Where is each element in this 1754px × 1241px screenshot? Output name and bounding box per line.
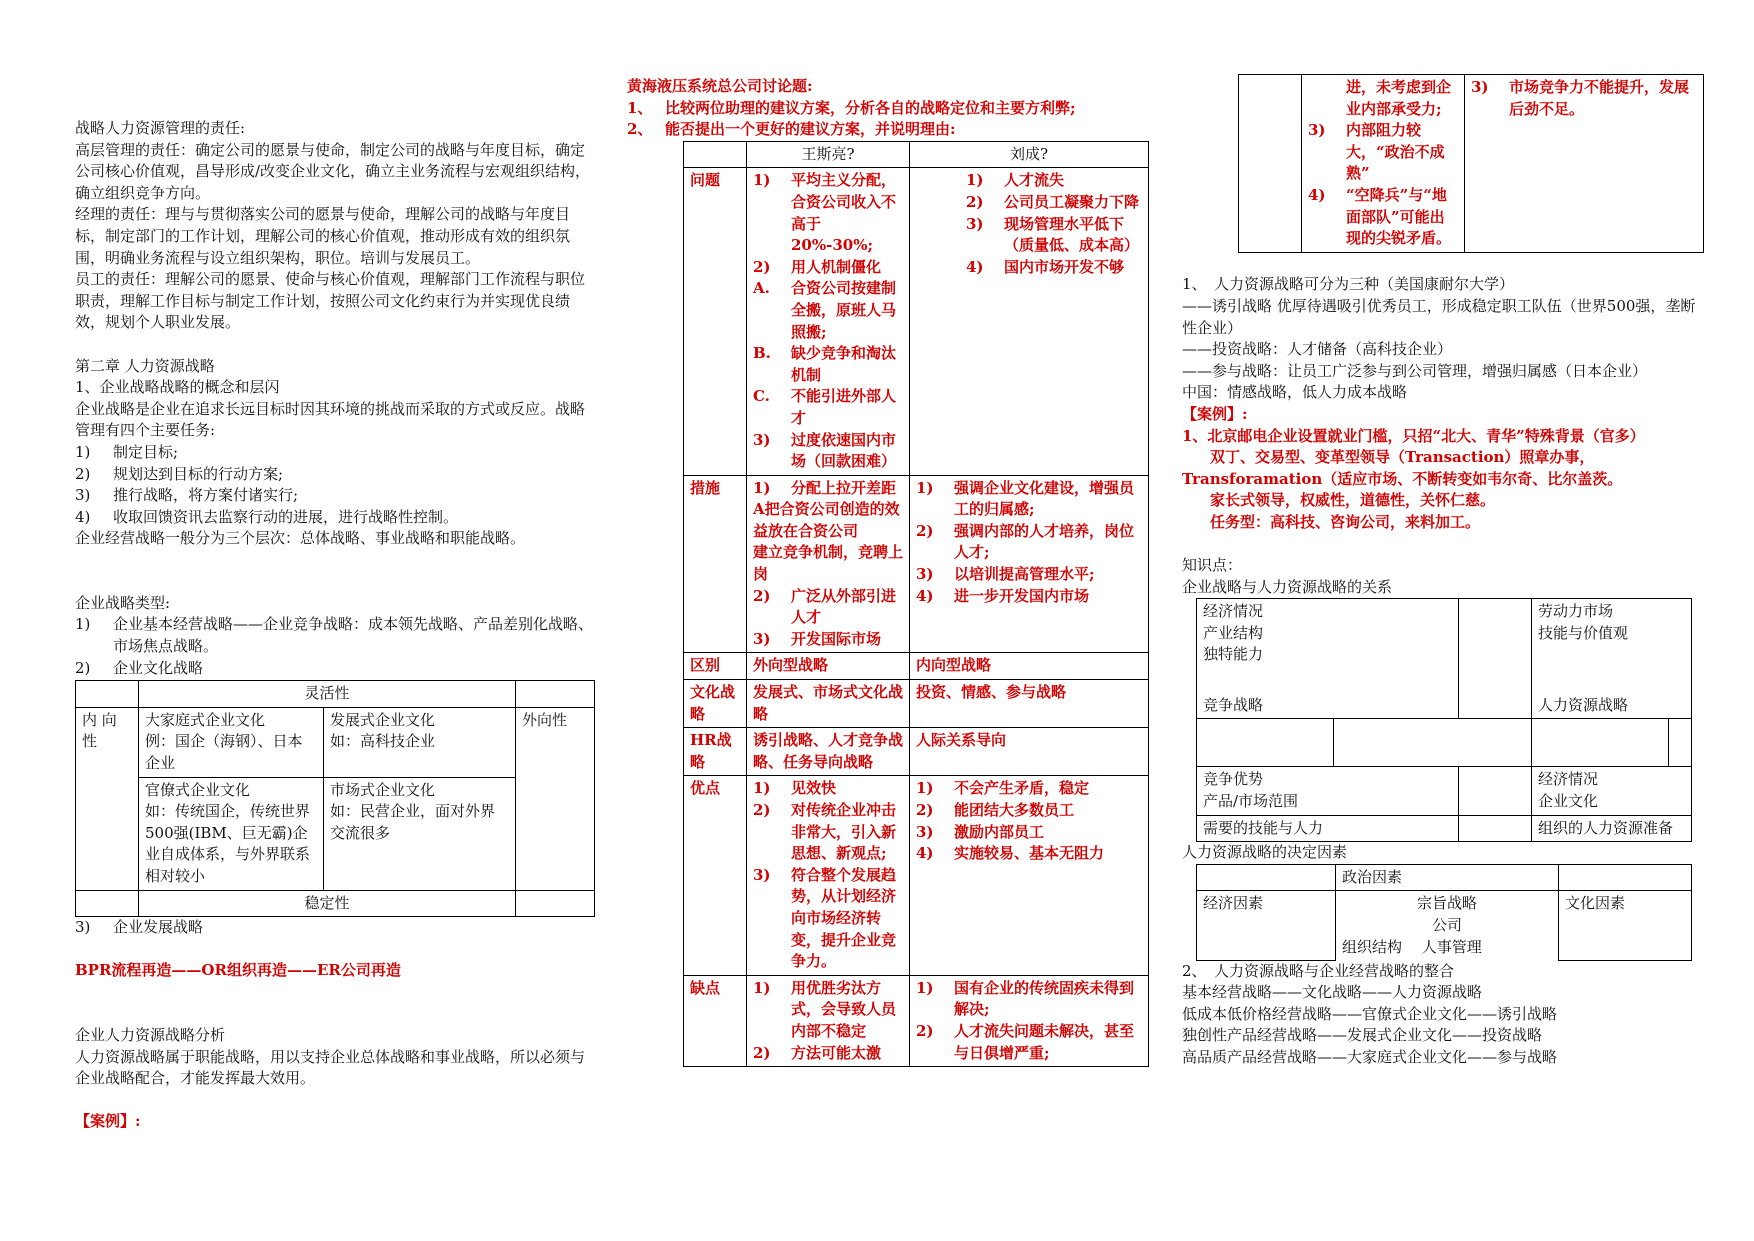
cons-wang: 1) 用优胜劣汰方式，会导致人员内部不稳定 2) 方法可能太激 — [747, 975, 910, 1066]
list-item: 2) 规划达到目标的行动方案; — [75, 464, 284, 483]
task-list — [75, 442, 595, 528]
economy-culture-cell: 经济情况 企业文化 — [1532, 767, 1692, 815]
culture-liu: 投资、情感、参与战略 — [910, 680, 1149, 728]
strategy-line: ——诱引战略 优厚待遇吸引优秀员工，形成稳定职工队伍（世界500强，垄断性企业） — [1182, 296, 1696, 337]
integration-line: 低成本低价格经营战略——官僚式企业文化——诱引战略 — [1182, 1004, 1558, 1023]
culture-strategy-table — [75, 680, 595, 917]
strategy-type-list — [75, 614, 595, 679]
column-middle — [627, 76, 1147, 1067]
row-label-hr: HR战略 — [684, 728, 747, 776]
relation-title: 企业战略与人力资源战略的关系 — [1182, 577, 1393, 596]
political-factor: 政治因素 — [1336, 864, 1559, 891]
measures-wang: 1) 分配上拉开差距 A把合资公司创造的效益放在合资公司 建立竞争机制，竞聘上岗 2) 广泛从外部引进人才 3) 开发国际市场 — [747, 475, 910, 653]
row-label-culture: 文化战略 — [684, 680, 747, 728]
bureaucratic-culture-cell: 官僚式企业文化 如：传统国企，传统世界500强(IBM、巨无霸)企业自成体系，与外界联系相对较小 — [139, 777, 324, 890]
top-management-paragraph: 高层管理的责任：确定公司的愿景与使命，制定公司的战略与年度目标，确定公司核心价值观，昌导形成/改变企业文化，确立主业务流程与宏观组织结构，确立组织竞争方向。 — [75, 140, 591, 202]
integration-line: 高品质产品经营战略——大家庭式企业文化——参与战略 — [1182, 1047, 1558, 1066]
measures-liu: 1) 强调企业文化建设，增强员工的归属感; 2) 强调内部的人才培养，岗位人才; 3) 以培训提高管理水平; 4) 进一步开发国内市场 — [910, 475, 1149, 653]
list-item: 1、 比较两位助理的建议方案，分析各自的战略定位和主要方利弊; — [627, 98, 1076, 117]
case-line: Transforamation（适应市场、不断转变如韦尔奇、比尔盖茨。 — [1182, 469, 1623, 488]
hr-responsibility-title: 战略人力资源管理的责任: — [75, 119, 246, 137]
header-liu: 刘成? — [910, 141, 1149, 168]
outward-label: 外向性 — [516, 707, 595, 890]
proposal-table-continued — [1238, 74, 1704, 253]
row-label-measures: 措施 — [684, 475, 747, 653]
hr-liu: 人际关系导向 — [910, 728, 1149, 776]
market-culture-cell: 市场式企业文化 如：民营企业，面对外界交流很多 — [324, 777, 516, 890]
manager-paragraph: 经理的责任：理与与贯彻落实公司的愿景与使命，理解公司的战略与年度目标，制定部门的工作计划，理解公司的核心价值观，推动形成有效的组织氛围，明确业务流程与设立组织架构，职位。培训与发展员工。 — [75, 205, 571, 267]
strategy-type-list-cont — [75, 917, 595, 939]
three-strategies-title: 1、 人力资源战略可分为三种（美国康耐尔大学） — [1182, 275, 1515, 294]
difference-liu: 内向型战略 — [910, 653, 1149, 680]
purpose-strategy-cell: 宗旨战略 公司 组织结构 人事管理 — [1336, 891, 1559, 960]
discussion-title: 黄海液压系统总公司讨论题: — [627, 77, 813, 95]
case-line: 家长式领导，权威性，道德性，关怀仁慈。 — [1210, 491, 1496, 510]
cultural-factor: 文化因素 — [1559, 891, 1692, 960]
inward-label: 内 向 性 — [76, 707, 139, 890]
pros-wang: 1) 见效快 2) 对传统企业冲击非常大，引入新思想、新观点; 3) 符合整个发展趋势，从计划经济向市场经济转变，提升企业竞争力。 — [747, 776, 910, 975]
cons-liu: 1) 国有企业的传统固疾未得到解决; 2) 人才流失问题未解决，甚至与日俱增严重; — [910, 975, 1149, 1066]
strategy-types-title: 企业战略类型: — [75, 593, 171, 612]
strategy-levels: 企业经营战略一般分为三个层次：总体战略、事业战略和职能战略。 — [75, 529, 526, 548]
cons-liu-cont: 3) 市场竞争力不能提升，发展后劲不足。 — [1465, 75, 1704, 253]
problem-wang: 1) 平均主义分配，合资公司收入不高于20%-30%; 2) 用人机制僵化 A. 合资公司按建制全搬，原班人马照搬; B. 缺少竞争和淘汰机制 C. 不能引进外部人才 3) 过度依速国内市场（回款困难） — [747, 168, 910, 475]
cons-wang-cont: 进，未考虑到企业内部承受力; 3) 内部阻力较大，“政治不成熟” 4) “空降兵”与“地面部队”可能出现的尖锐矛盾。 — [1302, 75, 1465, 253]
development-culture-cell: 发展式企业文化 如：高科技企业 — [324, 707, 516, 777]
case-line: 双丁、交易型、变革型领导（Transaction）照章办事， — [1210, 448, 1595, 467]
case-label: 【案例】: — [75, 1112, 141, 1131]
chapter-title: 第二章 人力资源战略 — [75, 356, 215, 375]
employee-paragraph: 员工的责任：理解公司的愿景、使命与核心价值观，理解部门工作流程与职位职责，理解工作目标与制定工作计划，按照公司文化约束行为并实现优良绩效，规划个人职业发展。 — [75, 270, 586, 332]
hr-factors-table — [1196, 864, 1692, 961]
hr-strategy-cell: 人力资源战略 — [1532, 693, 1692, 719]
case-line: 1、北京邮电企业设置就业门槛，只招“北大、青华”特殊背景（官多） — [1182, 426, 1645, 445]
hr-readiness-cell: 组织的人力资源准备 — [1532, 815, 1692, 842]
strategy-relation-table — [1196, 598, 1692, 842]
list-item: 3) 推行战略，将方案付诸实行; — [75, 486, 299, 505]
stability-label: 稳定性 — [139, 890, 516, 917]
integration-title: 2、 人力资源战略与企业经营战略的整合 — [1182, 961, 1455, 980]
problem-liu: 1) 人才流失 2) 公司员工凝聚力下降 3) 现场管理水平低下（质量低、成本高） 4) 国内市场开发不够 — [910, 168, 1149, 475]
competitive-strategy-cell: 竞争战略 — [1197, 693, 1459, 719]
row-label-problem: 问题 — [684, 168, 747, 475]
hr-wang: 诱引战略、人才竞争战略、任务导向战略 — [747, 728, 910, 776]
strategy-line: 中国：情感战略，低人力成本战略 — [1182, 383, 1408, 402]
hr-analysis-text: 人力资源战略属于职能战略，用以支持企业总体战略和事业战略，所以必须与企业战略配合，才能发挥最大效用。 — [75, 1047, 586, 1088]
integration-line: 独创性产品经营战略——发展式企业文化——投资战略 — [1182, 1026, 1543, 1045]
family-culture-cell: 大家庭式企业文化 例：国企（海钢）、日本企业 — [139, 707, 324, 777]
row-label-pros: 优点 — [684, 776, 747, 975]
strategy-line: ——参与战略：让员工广泛参与到公司管理，增强归属感（日本企业） — [1182, 361, 1648, 380]
list-item: 4) 收取回馈资讯去监察行动的进展，进行战略性控制。 — [75, 507, 459, 526]
difference-wang: 外向型战略 — [747, 653, 910, 680]
economic-factor: 经济因素 — [1197, 891, 1336, 960]
list-item: 1) 制定目标; — [75, 442, 179, 461]
knowledge-label: 知识点： — [1182, 556, 1243, 575]
section-title: 1、企业战略战略的概念和层闪 — [75, 378, 280, 397]
required-skills-cell: 需要的技能与人力 — [1197, 815, 1459, 842]
header-wang: 王斯亮? — [747, 141, 910, 168]
case-label: 【案例】: — [1182, 404, 1248, 423]
list-item: 3) 企业发展战略 — [75, 918, 204, 937]
flexibility-label: 灵活性 — [139, 681, 516, 708]
column-right — [1182, 74, 1702, 1069]
list-item: 2) 企业文化战略 — [75, 658, 204, 677]
hr-analysis-title: 企业人力资源战略分析 — [75, 1025, 226, 1044]
strategy-definition: 企业战略是企业在追求长远目标时因其环境的挑战而采取的方式或反应。战略管理有四个主要任务: — [75, 399, 586, 440]
strategy-line: ——投资战略：人才储备（高科技企业） — [1182, 340, 1453, 359]
pros-liu: 1) 不会产生矛盾，稳定 2) 能团结大多数员工 3) 激励内部员工 4) 实施较易、基本无阻力 — [910, 776, 1149, 975]
proposal-comparison-table — [683, 141, 1149, 1067]
culture-wang: 发展式、市场式文化战略 — [747, 680, 910, 728]
row-label-difference: 区别 — [684, 653, 747, 680]
list-item: 1) 企业基本经营战略——企业竞争战略：成本领先战略、产品差别化战略、市场焦点战略。 — [75, 615, 594, 656]
relation-labor-cell: 劳动力市场 技能与价值观 — [1532, 599, 1692, 693]
case-line: 任务型：高科技、咨询公司，来料加工。 — [1210, 512, 1481, 531]
list-item: 2、 能否提出一个更好的建议方案，并说明理由: — [627, 120, 956, 139]
row-label-cons: 缺点 — [684, 975, 747, 1066]
integration-line: 基本经营战略——文化战略——人力资源战略 — [1182, 983, 1483, 1002]
competitive-advantage-cell: 竞争优势 产品/市场范围 — [1197, 767, 1459, 815]
factors-title: 人力资源战略的决定因素 — [1182, 843, 1348, 862]
column-left — [75, 118, 595, 1133]
relation-economy-cell: 经济情况 产业结构 独特能力 — [1197, 599, 1459, 693]
question-list — [627, 98, 1147, 141]
bpr-line: BPR流程再造——OR组织再造——ER公司再造 — [75, 961, 401, 980]
